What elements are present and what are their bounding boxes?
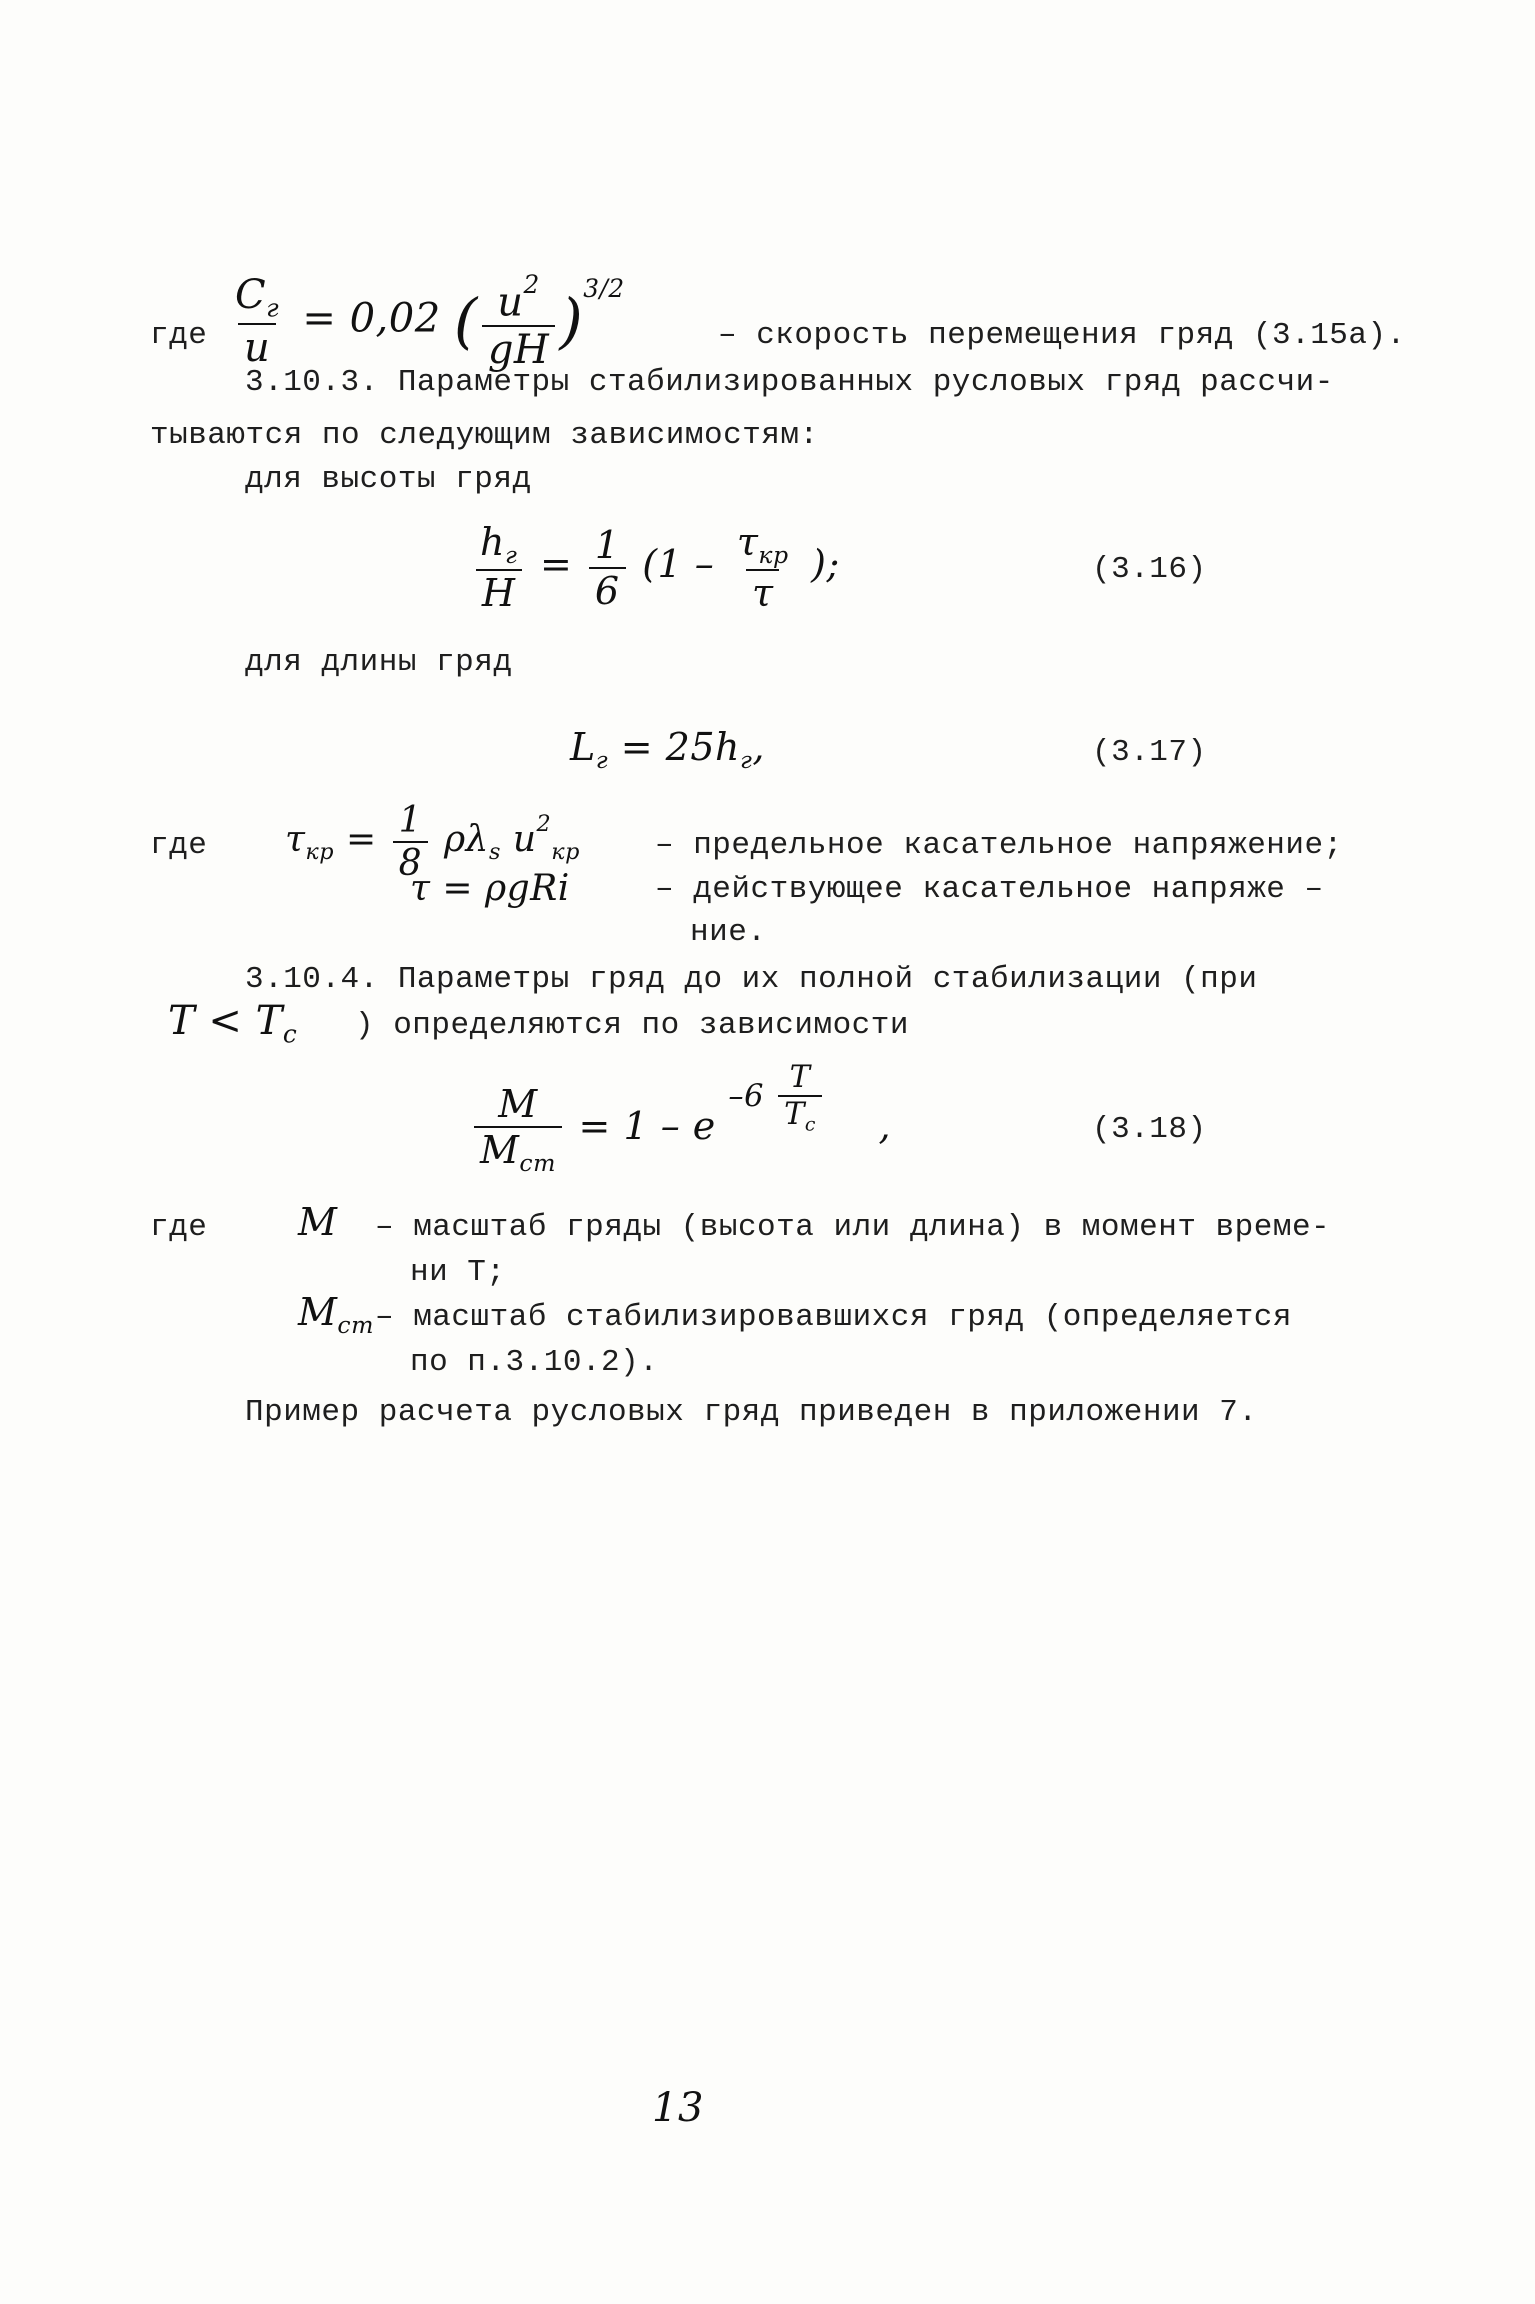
critical-shear-description: – предельное касательное напряжение; <box>655 828 1343 863</box>
velocity-fraction: $\frac{C_г}{u}$ <box>235 272 280 371</box>
acting-shear-description-line2: ние. <box>690 915 767 950</box>
where-label-1: где <box>150 318 208 353</box>
scale-description-line1: – масштаб гряды (высота или длина) в момент време- <box>375 1210 1331 1245</box>
equation-3-17-number: (3.17) <box>1092 735 1207 770</box>
stabilized-scale-description-line2: по п.3.10.2). <box>410 1345 659 1380</box>
paragraph-3-10-4-line2: ) определяются по зависимости <box>355 1008 909 1043</box>
acting-shear-formula: τ = ρgRi <box>410 868 570 909</box>
formula-3-15a-description: – скорость перемещения гряд (3.15а). <box>718 318 1406 353</box>
paragraph-3-10-3-line1: 3.10.3. Параметры стабилизированных русловых гряд рассчи- <box>245 365 1334 400</box>
length-label: для длины гряд <box>245 645 513 680</box>
equation-3-18-number: (3.18) <box>1092 1112 1207 1147</box>
equation-3-16: $\frac{h_г}{H}$ = $\frac{1}{6}$ (1 – $\frac{\tau_{кр}}{\tau}$ ); <box>470 520 840 615</box>
equation-3-16-number: (3.16) <box>1092 552 1207 587</box>
scale-symbol: M <box>298 1200 338 1244</box>
stabilized-scale-symbol: $M_{ст}$ <box>298 1290 374 1340</box>
scale-description-line2: ни Т; <box>410 1255 506 1290</box>
paragraph-3-10-4-line1: 3.10.4. Параметры гряд до их полной стабилизации (при <box>245 962 1258 997</box>
example-reference: Пример расчета русловых гряд приведен в приложении 7. <box>245 1395 1258 1430</box>
equation-3-18: $\frac{M}{M_{ст}}$ = 1 – e –6 $\frac{T}{T_c}$ , <box>470 1060 891 1177</box>
paragraph-3-10-3-line2: тываются по следующим зависимостям: <box>150 418 819 453</box>
page-number: 13 <box>652 2085 704 2131</box>
stabilized-scale-description-line1: – масштаб стабилизировавшихся гряд (определяется <box>375 1300 1292 1335</box>
formula-3-15a: $\frac{C_г}{u}$ = 0,02 ( $\frac{u^2}{gH}$ )$^{3/2}$ <box>225 270 625 373</box>
where-label-2: где <box>150 828 208 863</box>
equation-3-17: $L_г = 25h_г$, <box>570 725 765 775</box>
where-label-3: где <box>150 1210 208 1245</box>
froude-fraction: $\frac{u^2}{gH}$ <box>482 270 556 373</box>
critical-shear-formula: $\tau_{кр}$ = $\frac{1}{8}$ $\rho\lambda_s$ $u^2_{кр}$ <box>285 800 580 884</box>
time-condition: $T < T_c$ <box>168 998 298 1049</box>
height-label: для высоты гряд <box>245 462 532 497</box>
acting-shear-description-line1: – действующее касательное напряже – <box>655 872 1324 907</box>
